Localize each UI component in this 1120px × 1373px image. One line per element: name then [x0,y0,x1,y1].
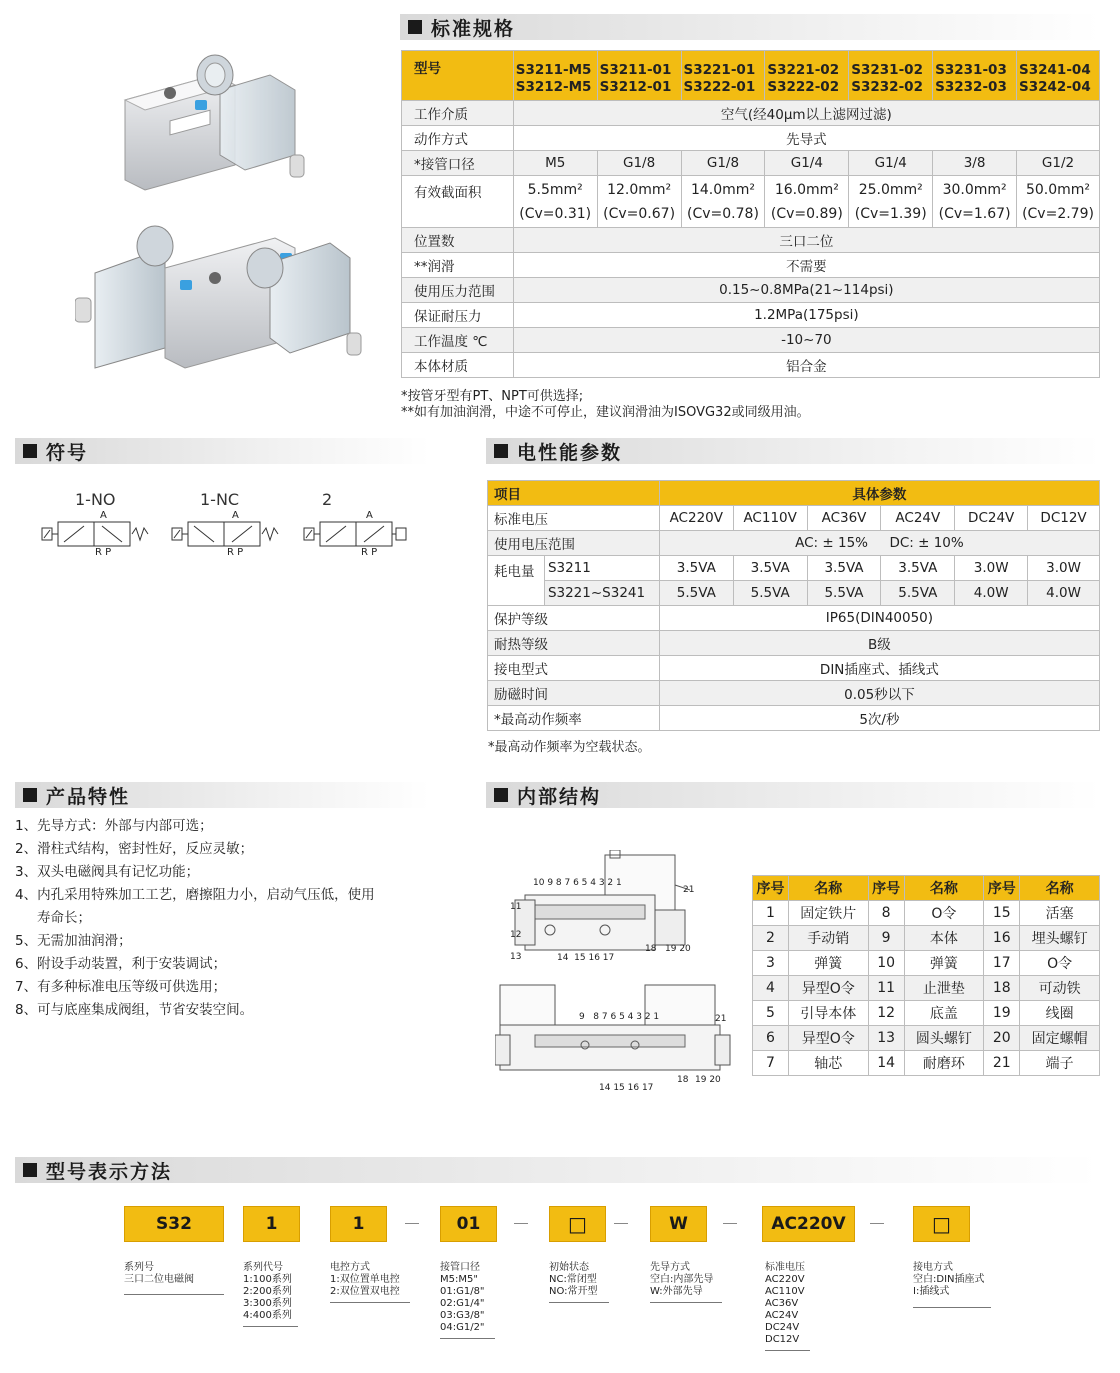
spec-row-lube: **润滑 不需要 [402,253,1100,278]
symbol-label-1-nc: 1-NC [200,490,240,509]
model-annotation-underline [913,1307,991,1308]
spec-row-port: *接管口径 M5 G1/8 G1/8 G1/4 G1/4 3/8 G1/2 [402,151,1100,176]
model-annotation-underline [243,1326,298,1327]
model-separator [723,1223,737,1224]
spec-table [401,50,1100,378]
model-separator [405,1223,419,1224]
parts-row: 7 轴芯 14 耐磨环 21 端子 [753,1051,1100,1076]
model-annotation-series-no: 系列代号 1:100系列 2:200系列 3:300系列 4:400系列 [243,1262,292,1321]
section-square-icon [408,20,422,34]
elec-row-voltage: 标准电压 AC220V AC110V AC36V AC24V DC24V DC12V [488,506,1100,531]
model-code-connection: □ [913,1206,970,1242]
elec-row-frequency: *最高动作频率 5次/秒 [488,706,1100,731]
parts-table [752,875,1100,1076]
elec-row-heat: 耐热等级 B级 [488,631,1100,656]
model-code-control: 1 [330,1206,387,1242]
spec-row-area: 有效截面积 5.5mm² (Cv=0.31) 12.0mm² (Cv=0.67) 14.0mm² (Cv=0.78) 16.0mm² (Cv=0.89) 25.0mm² (Cv=1.39) 30.0mm² (Cv=1.67) 50.0mm² (Cv=2.79) [402,176,1100,228]
elec-header-row: 项目 具体参数 [488,481,1100,506]
internal-structure-diagram-bottom: 9 8 7 6 5 4 3 2 1 14 15 16 17 18 19 20 21 [495,980,735,1100]
parts-row: 3 弹簧 10 弹簧 17 O令 [753,951,1100,976]
feature-item: 3、双头电磁阀具有记忆功能； [15,864,200,880]
section-title-internal: 内部结构 [486,782,1100,808]
valve-symbol-1-nc: A R P [170,510,280,560]
feature-item: 1、先导方式：外部与内部可选； [15,818,213,834]
model-annotation-initial-state: 初始状态 NC:常闭型 NO:常开型 [549,1262,598,1297]
elec-row-power-2: S3221~S3241 5.5VA 5.5VA 5.5VA 5.5VA 4.0W 4.0W [488,581,1100,606]
model-annotation-underline [549,1302,609,1303]
section-title-model: 型号表示方法 [15,1157,1100,1183]
spec-notes: *按管牙型有PT、NPT可供选择; **如有加油润滑，中途不可停止，建议润滑油为ISOVG32或同级用油。 [401,389,810,420]
spec-row-pressure: 使用压力范围 0.15~0.8MPa(21~114psi) [402,278,1100,303]
model-code-voltage: AC220V [762,1206,855,1242]
elec-row-excitation: 励磁时间 0.05秒以下 [488,681,1100,706]
section-square-icon [23,1163,37,1177]
spec-model-cell: S3221-02 S3222-02 [765,51,849,101]
parts-row: 6 异型O令 13 圆头螺钉 20 固定螺帽 [753,1026,1100,1051]
elec-table [487,480,1100,731]
spec-row-material: 本体材质 铝合金 [402,353,1100,378]
section-title-elec: 电性能参数 [486,438,1100,464]
model-annotation-underline [650,1302,722,1303]
elec-note: *最高动作频率为空载状态。 [488,740,651,755]
elec-row-connection: 接电型式 DIN插座式、插线式 [488,656,1100,681]
model-annotation-underline [765,1350,810,1351]
spec-model-cell: S3211-01 S3212-01 [597,51,681,101]
spec-model-cell: S3221-01 S3222-01 [681,51,765,101]
features-list [15,815,435,1022]
section-title-symbol: 符号 [15,438,430,464]
product-image-double [75,218,375,378]
model-separator [514,1223,528,1224]
spec-header-label: 型号 [402,51,514,101]
spec-model-cell: S3231-03 S3232-03 [933,51,1017,101]
section-title-features: 产品特性 [15,782,430,808]
section-square-icon [23,788,37,802]
product-image-single [110,45,310,195]
symbol-label-2: 2 [322,490,333,509]
model-annotation-connection: 接电方式 空白:DIN插座式 I:插线式 [913,1262,985,1297]
model-code-series: S32 [124,1206,224,1242]
spec-header-row [402,51,1100,101]
model-annotation-underline [124,1294,224,1295]
model-code-port: 01 [440,1206,497,1242]
spec-model-cell: S3241-04 S3242-04 [1017,51,1100,101]
feature-item: 6、附设手动装置，利于安装调试； [15,956,227,972]
feature-item: 5、无需加油润滑； [15,933,132,949]
model-annotation-pilot: 先导方式 空白:内部先导 W:外部先导 [650,1262,714,1297]
model-separator [870,1223,884,1224]
model-annotation-voltage: 标准电压 AC220V AC110V AC36V AC24V DC24V DC12V [765,1262,805,1345]
model-annotation-underline [440,1338,495,1339]
spec-model-cell: S3211-M5 S3212-M5 [513,51,597,101]
spec-row-positions: 位置数 三口二位 [402,228,1100,253]
model-separator [614,1223,628,1224]
parts-row: 5 引导本体 12 底盖 19 线圈 [753,1001,1100,1026]
symbol-label-1-no: 1-NO [75,490,116,509]
feature-item: 寿命长； [37,910,91,926]
section-square-icon [23,444,37,458]
model-annotation-underline [330,1302,410,1303]
section-square-icon [494,788,508,802]
feature-item: 8、可与底座集成阀组，节省安装空间。 [15,1002,254,1018]
model-code-initial-state: □ [549,1206,606,1242]
feature-item: 2、滑柱式结构，密封性好，反应灵敏； [15,841,254,857]
parts-row: 4 异型O令 11 止泄垫 18 可动铁 [753,976,1100,1001]
elec-row-power-1: 耗电量 S3211 3.5VA 3.5VA 3.5VA 3.5VA 3.0W 3.0W [488,556,1100,581]
parts-row: 2 手动销 9 本体 16 埋头螺钉 [753,926,1100,951]
model-annotation-control: 电控方式 1:双位置单电控 2:双位置双电控 [330,1262,400,1297]
feature-item: 4、内孔采用特殊加工工艺，磨擦阻力小，启动气压低，使用 [15,887,375,903]
internal-structure-diagram-top: 10 9 8 7 6 5 4 3 2 1 11 12 13 14 15 16 17 18 19 20 21 [505,850,705,965]
valve-symbol-1-no: A R P [40,510,150,560]
model-code-series-no: 1 [243,1206,300,1242]
model-annotation-port: 接管口径 M5:M5" 01:G1/8" 02:G1/4" 03:G3/8" 04:G1/2" [440,1262,485,1333]
model-annotation-series: 系列号 三口二位电磁阀 [124,1262,194,1285]
valve-symbol-2: A R P [302,510,412,560]
spec-model-cell: S3231-02 S3232-02 [849,51,933,101]
parts-header-row: 序号 名称 序号 名称 序号 名称 [753,876,1100,901]
elec-row-protection: 保护等级 IP65(DIN40050) [488,606,1100,631]
feature-item: 7、有多种标准电压等级可供选用； [15,979,227,995]
spec-row-medium: 工作介质 空气(经40μm以上滤网过滤) [402,101,1100,126]
section-square-icon [494,444,508,458]
parts-row: 1 固定铁片 8 O令 15 活塞 [753,901,1100,926]
spec-row-action: 动作方式 先导式 [402,126,1100,151]
section-title-spec: 标准规格 [400,14,1100,40]
model-code-pilot: W [650,1206,707,1242]
elec-row-range: 使用电压范围 AC: ± 15% DC: ± 10% [488,531,1100,556]
spec-row-temp: 工作温度 ℃ -10~70 [402,328,1100,353]
spec-row-proof: 保证耐压力 1.2MPa(175psi) [402,303,1100,328]
